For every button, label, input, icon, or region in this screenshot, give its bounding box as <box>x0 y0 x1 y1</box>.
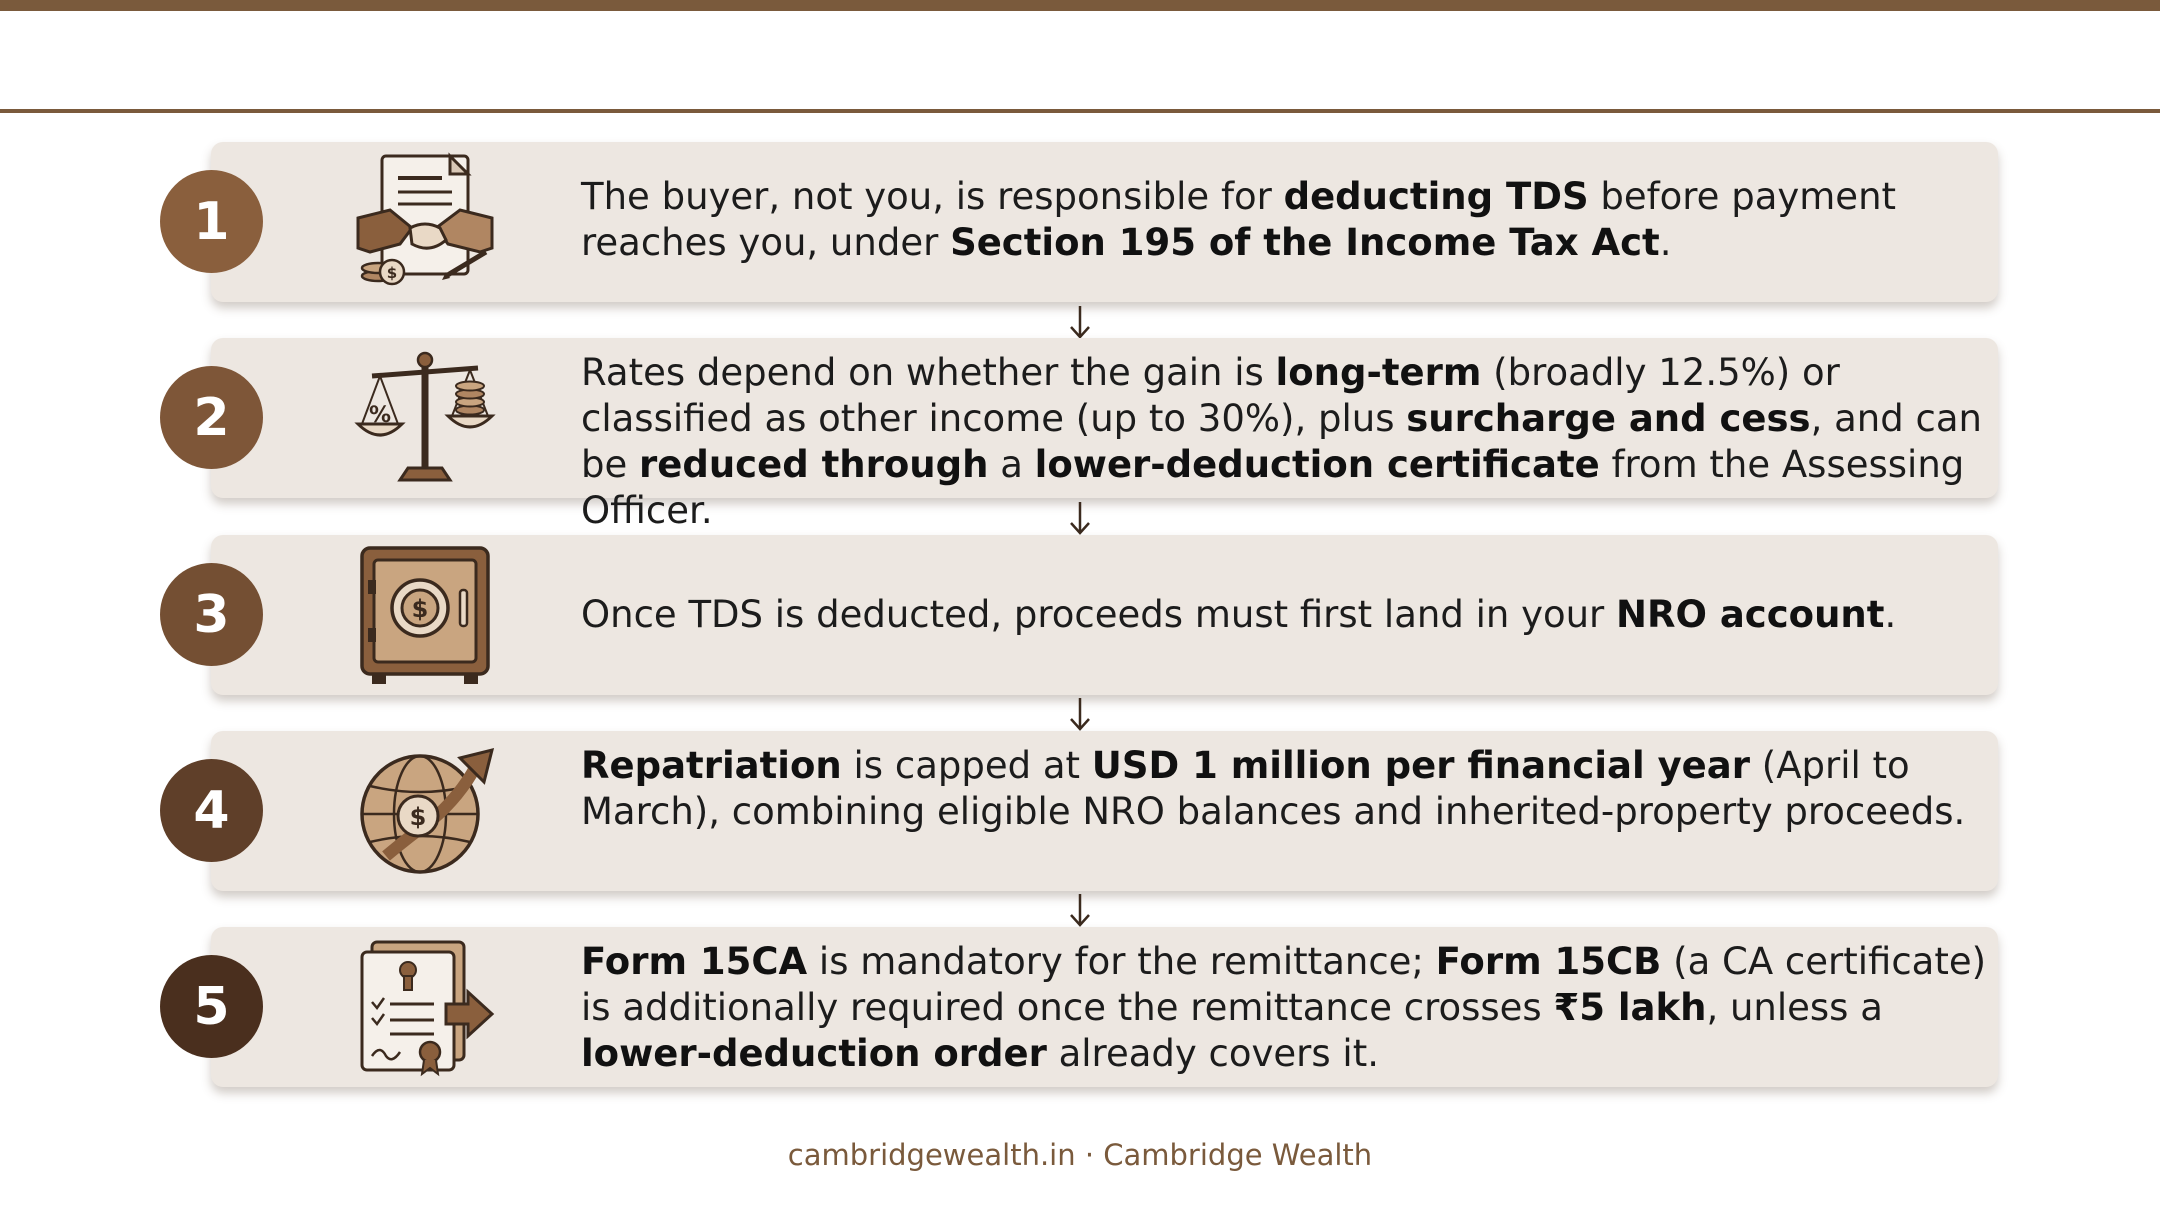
step-text-5 <box>581 939 1991 1077</box>
emphasis-text: Form 15CB <box>1435 940 1662 983</box>
body-text: already covers it. <box>1046 1032 1379 1075</box>
handshake-document-icon <box>350 148 500 298</box>
down-arrow-icon <box>1068 892 1092 928</box>
certificate-forms-icon <box>350 932 500 1082</box>
body-text: is mandatory for the remittance; <box>807 940 1436 983</box>
body-text: . <box>1659 221 1672 264</box>
step-number-badge-1: 1 <box>160 170 263 273</box>
step-text-3 <box>581 592 1991 638</box>
step-text-2 <box>581 350 1991 534</box>
emphasis-text: USD 1 million per financial year <box>1091 744 1750 787</box>
emphasis-text: lower-deduction certificate <box>1034 443 1600 486</box>
emphasis-text: NRO account <box>1616 593 1885 636</box>
body-text: Rates depend on whether the gain is <box>581 351 1276 394</box>
emphasis-text: lower-deduction order <box>581 1032 1047 1075</box>
body-text: The buyer, not you, is responsible for <box>581 175 1284 218</box>
emphasis-text: Section 195 of the Income Tax Act <box>950 221 1660 264</box>
body-text: . <box>1884 593 1897 636</box>
body-text: (a CA certificate) is additionally required once the remittance crosses <box>581 940 1987 1029</box>
body-text: is capped at <box>841 744 1092 787</box>
step-number-badge-5: 5 <box>160 955 263 1058</box>
step-text-4 <box>581 743 1991 835</box>
emphasis-text: ₹5 lakh <box>1553 986 1707 1029</box>
emphasis-text: Repatriation <box>581 744 842 787</box>
globe-dollar-arrow-icon <box>350 736 500 886</box>
emphasis-text: surcharge and cess <box>1406 397 1811 440</box>
down-arrow-icon <box>1068 696 1092 732</box>
top-accent-bar <box>0 0 2160 11</box>
emphasis-text: deducting TDS <box>1283 175 1589 218</box>
step-number-badge-2: 2 <box>160 366 263 469</box>
emphasis-text: Form 15CA <box>581 940 808 983</box>
body-text: from the Assessing Officer. <box>581 443 1965 532</box>
body-text: a <box>988 443 1035 486</box>
body-text: , unless a <box>1706 986 1883 1029</box>
body-text: before payment reaches you, under <box>581 175 1897 264</box>
step-number-badge-4: 4 <box>160 759 263 862</box>
step-text-1 <box>581 174 1991 266</box>
svg-text:%: % <box>368 403 392 428</box>
body-text: , and can be <box>581 397 1982 486</box>
header-divider <box>0 109 2160 113</box>
step-number-badge-3: 3 <box>160 563 263 666</box>
emphasis-text: long-term <box>1275 351 1482 394</box>
body-text: (April to March), combining eligible NRO balances and inherited-property proceeds. <box>581 744 1966 833</box>
svg-text:$: $ <box>386 264 398 282</box>
body-text: (broadly 12.5%) or classified as other income (up to 30%), plus <box>581 351 1840 440</box>
body-text: Once TDS is deducted, proceeds must first land in your <box>581 593 1617 636</box>
footer-credit: cambridgewealth.in · Cambridge Wealth <box>787 1138 1373 1172</box>
svg-text:$: $ <box>411 595 429 623</box>
down-arrow-icon <box>1068 304 1092 340</box>
balance-scale-icon <box>350 342 500 492</box>
svg-text:$: $ <box>409 803 427 831</box>
emphasis-text: reduced through <box>639 443 989 486</box>
safe-vault-icon <box>350 540 500 690</box>
